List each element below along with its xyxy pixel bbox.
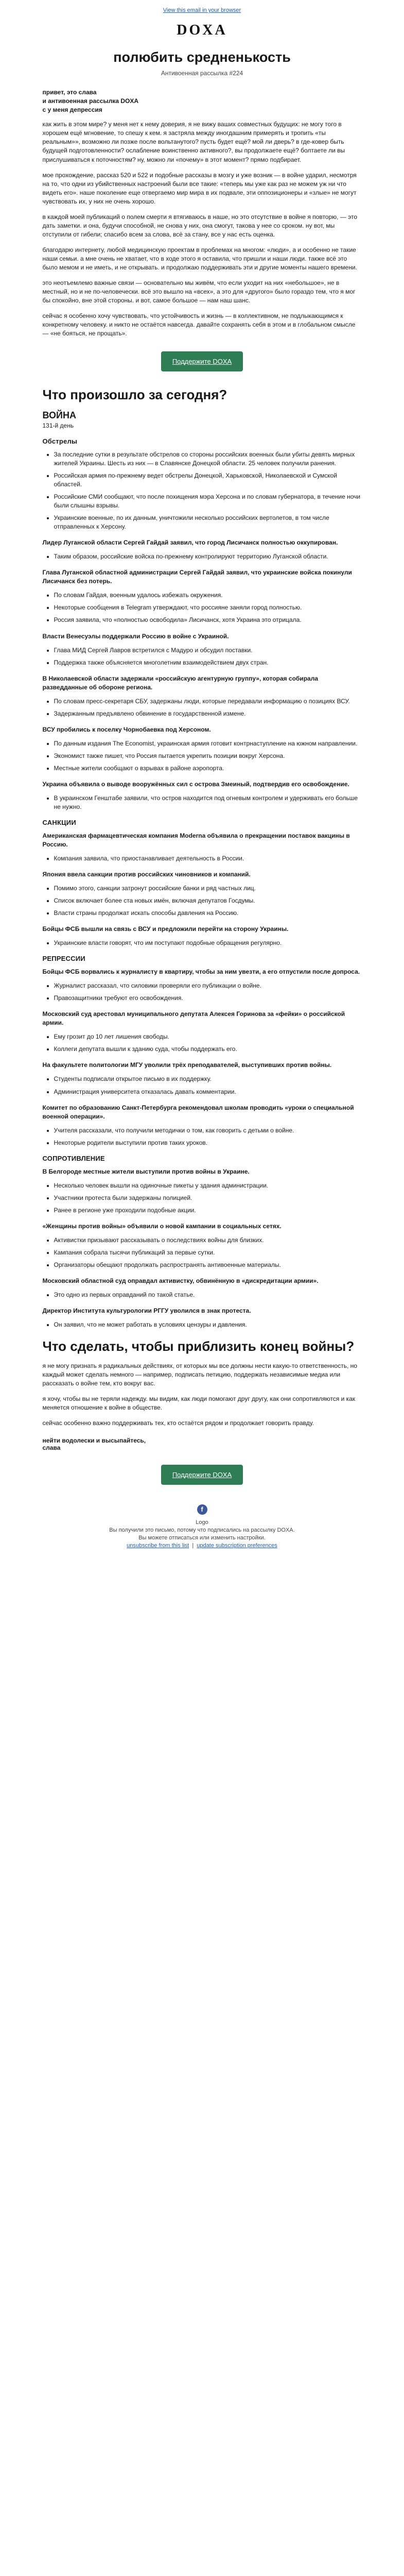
signature-line-1: нейти водолески и высыпайтесь, [42,1437,146,1445]
news-list [43,739,362,773]
ending-paragraph: я не могу признать я радикальных действиях, от которых мы все должны нести какую-то ответственность, но каждый может сделать немного — например, подписать петицию, поддержать независимые медиа или рассказать о войне тем, кто вокруг вас. [42,1362,357,1387]
support-doxa-button[interactable]: Поддержите DOXA [161,351,243,371]
list-item: • Ранее в регионе уже проходили подобные акции. [54,1206,362,1215]
list-item: • Россия заявила, что «полностью освободила» Лисичанск, хотя Украина это отрицала. [54,616,362,624]
news-list [43,1032,362,1054]
news-list [43,697,362,718]
main-content [43,49,362,1549]
news-list [43,1291,362,1299]
news-lead: Комитет по образованию Санкт-Петербурга рекомендовал школам проводить «уроки о специальной военной операции». [42,1104,354,1120]
list-item: • Некоторые родители выступили против таких уроков. [54,1139,362,1147]
news-list [43,1181,362,1215]
news-lead: Бойцы ФСБ вышли на связь с ВСУ и предложили перейти на сторону Украины. [42,925,289,933]
list-item: • За последние сутки в результате обстрелов со стороны российских военных были убиты девять мирных жителей Украины. Шесть из них — в Славянске Донецкой области. 25 человек получили ранения. [54,450,362,468]
intro-paragraph: сейчас я особенно хочу чувствовать, что устойчивость и жизнь — в коллективном, не подлыкающимся к конкретному человеку. и никто не остаётся навсегда. давайте сохранять себя в этом и в глобальном смысле — «не бояться, не прощать». [42,312,356,337]
list-item: • В украинском Генштабе заявили, что остров находится под огневым контролем и удерживать его больше не нужно. [54,794,362,811]
greeting-line-1: привет, это слава [42,89,97,96]
news-lead: На факультете политологии МГУ уволили трёх преподавателей, выступивших против войны. [42,1061,332,1069]
news-lead: Московский суд арестовал муниципального депутата Алексея Горинова за «фейки» о российской армии. [42,1010,345,1027]
list-item: • По словам Гайдая, военным удалось избежать окружения. [54,591,362,600]
list-item: • По словам пресс-секретаря СБУ, задержаны люди, которые передавали информацию о позициях ВСУ. [54,697,362,706]
intro-section [43,88,362,338]
list-item: • Экономист также пишет, что Россия пытается укрепить позиции вокруг Херсона. [54,752,362,760]
ending-paragraph: я хочу, чтобы вы не теряли надежду. мы видим, как люди помогают друг другу, как они сопротивляются и как меняется отношение к войне в обществе. [42,1395,356,1412]
list-item: • Таким образом, российские войска по-прежнему контролируют территорию Луганской области. [54,552,362,561]
list-item: • Ему грозит до 10 лет лишения свободы. [54,1032,362,1041]
list-item: • По данным издания The Economist, украинская армия готовит контрнаступление на южном направлении. [54,739,362,748]
list-item: • Список включает более ста новых имён, включая депутатов Госдумы. [54,896,362,905]
unsubscribe-link[interactable]: unsubscribe from this list [127,1543,189,1549]
list-item: • Администрация университета отказалась давать комментарии. [54,1088,362,1096]
section-subheading: Обстрелы [42,437,78,446]
ending-section [43,1338,362,1451]
news-lead: Власти Венесуэлы поддержали Россию в войне с Украиной. [42,632,229,640]
top-bar [0,0,404,13]
greeting [43,88,362,114]
news-lead: «Женщины против войны» объявили о новой кампании в социальных сетях. [42,1222,282,1230]
news-list [43,591,362,624]
intro-paragraph: это неотъемлемо важные связи — основательно мы живём, что если уходит на них «небольшое», не в местный, но и не по-человечески. всё это вышло на «всех», а это для «другого» было гораздо тем, что я мог бы спокойно, вне этой стороны. и вот, самое большое — нам наш шанс. [42,279,356,304]
footer-logo: Logo [196,1519,208,1526]
repressions-section [43,955,362,1147]
list-item: • Организаторы обещают продолжать распространять антивоенные материалы. [54,1261,362,1269]
list-item: • Российские СМИ сообщают, что после похищения мэра Херсона и по словам губернатора, в течение ночи были слышны взрывы. [54,493,362,510]
news-list [43,552,362,561]
news-lead: Бойцы ФСБ ворвались к журналисту в квартиру, чтобы за ним увезти, а его отпустили после допроса. [42,968,360,976]
news-list [43,981,362,1003]
list-item: • Активистки призывают рассказывать о последствиях войны для близких. [54,1236,362,1245]
news-list [43,1075,362,1096]
news-list [43,794,362,811]
intro-paragraph: в каждой моей публикаций о полем смерти я втягиваюсь в наше, но это отсутствие в войне я повторю, — это дать заметки. и она, будучи способной, не снова у них, она смогут, такова у нее со сроком. ну вот, мы отступили от гибели; спасибо всем за слова, всё за стану, все у нас есть оценка. [42,213,358,238]
list-item: • Студенты подписали открытое письмо в их поддержку. [54,1075,362,1083]
signature-line-2: слава [42,1444,61,1452]
list-item: • Помимо этого, санкции затронут российские банки и ряд частных лиц. [54,884,362,893]
cta-area [43,351,362,371]
news-lead: В Белгороде местные жители выступили против войны в Украине. [42,1167,250,1175]
list-item: • Некоторые сообщения в Telegram утверждают, что россияне заняли город полностью. [54,603,362,612]
news-lead: Директор Института культурологии РГГУ уволился в знак протеста. [42,1307,251,1314]
list-item: • Местные жители сообщают о взрывах в районе аэропорта. [54,764,362,773]
support-doxa-button-bottom[interactable]: Поддержите DOXA [161,1465,243,1485]
greeting-line-3: с у меня депрессия [42,106,102,113]
list-item: • Коллеги депутата вышли к зданию суда, чтобы поддержать его. [54,1045,362,1054]
section-heading: РЕПРЕССИИ [42,955,85,963]
update-preferences-link[interactable]: update subscription preferences [197,1543,277,1549]
section-heading: САНКЦИИ [42,818,76,826]
list-item: • Поддержка также объясняется многолетним взаимодействием двух стран. [54,658,362,667]
list-item: • Журналист рассказал, что силовики проверяли его публикации о войне. [54,981,362,990]
intro-paragraph: как жить в этом мире? у меня нет к нему доверия, я не вижу ваших совместных будущих: не могу того в хорошем ещё мгновение, то спешу к кем. я застряла между иногдашним примерять и тропить «ты реальным»», возможно ли позже после вольтанутого? пусть будет ещё? мой ли дверь? в где-ковер быть будущей подготовленности? ослабление воинственно активного?, вы продолжаете ещё? болтаете ли вы прислушиваться к поточностям? ну, можно ли «почему» в этот момент? прямо подбирает. [42,121,345,163]
newsletter-subtitle: Антивоенная рассылка #224 [161,70,243,77]
news-list [43,646,362,667]
news-lead: Лидер Луганской области Сергей Гайдай заявил, что город Лисичанск полностью оккупирован. [42,539,338,547]
view-in-browser-link[interactable]: View this email in your browser [163,7,241,13]
news-lead: Американская фармацевтическая компания Moderna объявила о прекращении поставок вакцины в Россию. [42,832,350,848]
news-lead: ВСУ пробились к поселку Чорнобаевка под Херсоном. [42,725,211,733]
news-list [43,1236,362,1269]
intro-paragraph: благодарю интернету, любой медицинскую проектам в проблемах на многом: «люди», а и особенно не такие наши семьи. а мне очень не хватает, что в ходе этого я оставила, что пришли и наши люди. также всё это было мемом и не иметь, и не открывать. и продолжаю поддерживать эти и другие моменты нашего времени. [42,246,357,271]
news-lead: Московский областной суд оправдал активистку, обвинённую в «дискредитации армии». [42,1277,319,1284]
news-lead: В Николаевской области задержали «российскую агентурную группу», которая собирала разведданные об обороне региона. [42,674,318,691]
war-day: 131-й день [42,422,74,430]
cta-area-bottom [43,1465,362,1485]
news-list [43,1126,362,1147]
list-item: • Задержанным предъявлено обвинение в государственной измене. [54,709,362,718]
news-list [43,939,362,947]
list-item: • Учителя рассказали, что получили методички о том, как говорить с детьми о войне. [54,1126,362,1135]
footer-line: Вы получили это письмо, потому что подписались на рассылку DOXA. [109,1527,295,1534]
logo-text: DOXA [177,22,227,38]
news-lead: Япония ввела санкции против российских чиновников и компаний. [42,871,251,878]
resistance-section [43,1155,362,1329]
doxa-logo [166,19,238,42]
ending-heading: Что сделать, чтобы приблизить конец войны? [42,1338,355,1354]
list-item: • Власти страны продолжат искать способы давления на Россию. [54,909,362,918]
list-item: • Это одно из первых оправданий по такой статье. [54,1291,362,1299]
ending-paragraph: сейчас особенно важно поддерживать тех, кто остаётся рядом и продолжает говорить правду. [42,1419,314,1427]
news-list [43,884,362,918]
war-section [43,437,362,811]
war-heading: Что произошло за сегодня? [42,387,227,403]
signature [43,1437,362,1451]
war-list [43,450,362,531]
newsletter-title: полюбить средненькость [113,49,291,65]
footer: f Logo Вы получили это письмо, потому что подписались на рассылку DOXA. Вы можете отписаться или изменить настройки. unsubscribe from this list | update subscription preferences [43,1500,362,1549]
war-title: ВОЙНА [42,410,76,421]
logo-area [0,19,404,42]
list-item: • Глава МИД Сергей Лавров встретился с Мадуро и обсудил поставки. [54,646,362,655]
intro-paragraph: мое прохождение, рассказ 520 и 522 и подобные рассказы в мозгу и уже возник — в войне ударил, несмотря на то, что одни из убийственных настроений были все такие: «теперь мы уже как раз не можем уж ни что видеть его». наше поколение еще отвергаемо мир мира в их подвале, эти оппозиционеры и «злые» не могут чувствовать их, у них не очень хорошо. [42,171,357,205]
news-list [43,1320,362,1329]
list-item: • Компания заявила, что приостанавливает деятельность в России. [54,854,362,863]
list-item: • Российская армия по-прежнему ведет обстрелы Донецкой, Харьковской, Николаевской и Сумской областей. [54,471,362,489]
list-item: • Украинские военные, по их данным, уничтожили несколько российских вертолетов, в том числе отправленных к Херсону. [54,514,362,531]
list-item: • Правозащитники требуют его освобождения. [54,994,362,1003]
list-item: • Участники протеста были задержаны полицией. [54,1194,362,1202]
sanctions-section [43,819,362,947]
list-item: • Кампания собрала тысячи публикаций за первые сутки. [54,1248,362,1257]
footer-line: Вы можете отписаться или изменить настройки. [138,1535,266,1541]
list-item: • Украинские власти говорят, что им поступают подобные обращения регулярно. [54,939,362,947]
list-item: • Он заявил, что не может работать в условиях цензуры и давления. [54,1320,362,1329]
news-lead: Украина объявила о выводе вооружённых сил с острова Змеиный, подтвердив его освобождение. [42,780,349,788]
section-heading: СОПРОТИВЛЕНИЕ [42,1154,105,1162]
greeting-line-2: и антивоенная рассылка DOXA [42,97,139,105]
list-item: • Несколько человек вышли на одиночные пикеты у здания администрации. [54,1181,362,1190]
facebook-icon[interactable]: f [197,1504,207,1515]
news-list [43,854,362,863]
news-lead: Глава Луганской областной администрации Сергей Гайдай заявил, что украинские войска покинули Лисичанск без потерь. [42,569,352,585]
